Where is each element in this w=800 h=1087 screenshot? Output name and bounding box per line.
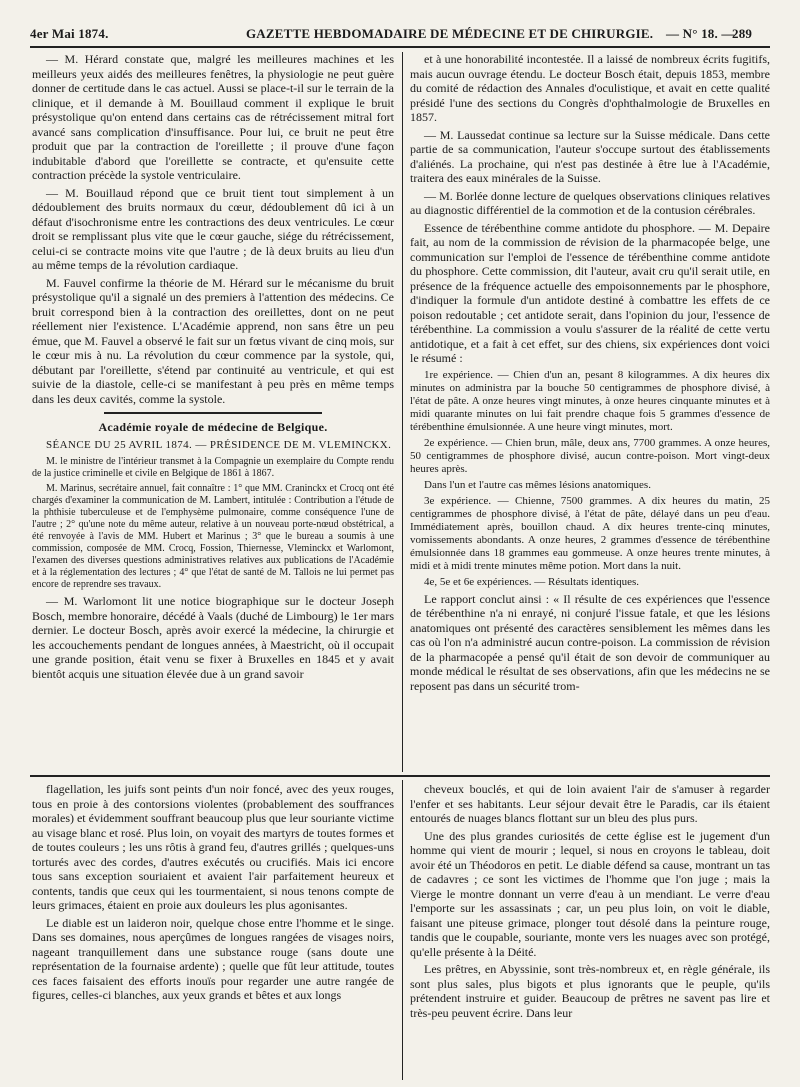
right-column-bottom [410, 782, 770, 1082]
experience-3: 3e expérience. — Chienne, 7500 grammes. A dix heures du matin, 25 centigrammes de phosphore divisé, à l'état de pâte, délayé dans un peu d'eau. Immédiatement après, bouillon chaud. A dix heures trente-cinq minutes, vomissements abondants. A onze heures, 2 grammes d'essence de térébenthine émulsionnée dans 18 grammes eau gommeuse. A onze heures trente minutes, à midi et à midi trente minutes même potion. Mort dans la nuit. [410, 494, 770, 572]
page-number: 289 [732, 26, 753, 41]
experience-4-6: 4e, 5e et 6e expériences. — Résultats identiques. [424, 575, 640, 588]
depaire-paragraph: Essence de térébenthine comme antidote du phosphore. — M. Depaire fait, au nom de la commission de révision de la pharmacopée belge, une communication sur l'emploi de l'essence de térébenthine comme antidote du phosphore. Cette commission, dit l'auteur, avait cru qu'il serait utile, en présence de la fréquence actuelle des empoisonnements par le phosphore, d'indiquer la formule d'un antidote destiné à combattre les effets de ce poison redoutable ; cet antidote serait, dans l'opinion du jour, l'essence de térébenthine. La commission a voulu s'assurer de la réalité de cette vertu antidotique, et a fait à cet effet, sur des chiens, six expériences dont voici le résumé : [410, 220, 770, 365]
left-column-bottom [32, 782, 394, 1082]
column-divider-bottom [402, 780, 403, 1080]
right-column-top [410, 52, 770, 772]
jugement-paragraph: Une des plus grandes curiosités de cette église est le jugement d'un homme qui vient de mourir ; lequel, si nous en croyons le tableau, doit avoir été un Théodoros en petit. Le diable défend sa cause, montrant un tas de cadavres ; ce sont les victimes de l'homme que l'on juge ; mais la Vierge le montre donnant un verre d'eau à un mendiant. Le verre d'eau l'emporte sur les assassinats ; car, un peu plus loin, on voit le diable, faisant une piteuse grimace, plonger tout désolé dans la peinture rouge, tandis que le coupable, souriante, monte vers les nuages avec son protégé, qu'elle présente à la Déité. [410, 828, 770, 959]
section-bar [104, 412, 321, 414]
fauvel-paragraph: M. Fauvel confirme la théorie de M. Hérard sur le mécanisme du bruit présystolique qu'il a signalé un des premiers à l'attention des médecins. Ce bruit correspond bien à la contraction des oreillettes, dont on ne peut réellement nier l'existence. L'Académie apprend, non sans être un peu émue, que M. Fauvel a observé le fait sur un fœtus vivant de cinq mois, sur le cœur mis à nu. La révolution du cœur commence par la systole, qui, débutant par l'oreillette, s'étend par continuité au ventricule, et qui est suivie de la diastole, celle-ci se manifestant à peu près en même temps dans les deux cavités, comme la systole. [32, 275, 394, 406]
academy-heading: Académie royale de médecine de Belgique. [98, 420, 328, 434]
journal-title: GAZETTE HEBDOMADAIRE DE MÉDECINE ET DE CHIRURGIE. [246, 26, 654, 41]
left-column-top [32, 52, 394, 772]
diable-paragraph: Le diable est un laideron noir, quelque chose entre l'homme et le singe. Dans ses domaines, nous aperçûmes de longues rangées de visages noirs, nageant tranquillement dans une substance rouge (sans doute une représentation de la fournaise ardente) ; quelle que fût leur attitude, toutes ces faces faisaient des efforts inouïs pour regarder une autre rangée de figures, celles-ci blanches, aux yeux grands et bêtes et aux longs [32, 915, 394, 1002]
bosch-paragraph: et à une honorabilité incontestée. Il a laissé de nombreux écrits fugitifs, mais aucun ouvrage étendu. Le docteur Bosch était, depuis 1853, membre du comité de rédaction des Annales d'oculistique, et avait en cette qualité présidé l'une des sections du Congrès d'ophthalmologie de Bruxelles en 1857. [410, 52, 770, 124]
warlomont-paragraph: — M. Warlomont lit une notice biographique sur le docteur Joseph Bosch, membre honoraire, décédé à Vaals (duché de Limbourg) le 1er mars dernier. Le docteur Bosch, après avoir exercé la médecine, la chirurgie et les accouchements pendant de longues années, à Maestricht, où il occupait une grande position, était venu se fixer à Bruxelles en 1845 et y avait bientôt acquis une situation élevée due à un grand savoir [32, 594, 394, 681]
laussedat-paragraph: — M. Laussedat continue sa lecture sur la Suisse médicale. Dans cette partie de sa communication, l'auteur s'occupe surtout des établissements d'aliénés. La prochaine, qui n'est pas destinée à être lue à l'Académie, traitera des eaux minérales de la Suisse. [410, 127, 770, 185]
bouillaud-paragraph: — M. Bouillaud répond que ce bruit tient tout simplement à un dédoublement des bruits normaux du cœur, dédoublement dû ici à un défaut d'isochronisme entre les contractions des deux ventricules. Le cœur droit se remplissant plus vite que le cœur gauche, siége du rétrécissement, celui-ci se contracte moins vite que l'autre ; de là deux bruits au lieu d'un au même temps de la révolution cardiaque. [32, 185, 394, 272]
paradis-paragraph: cheveux bouclés, et qui de loin avaient l'air de s'amuser à regarder l'enfer et ses habitants. Leur séjour devait être le Paradis, car ils étaient entourés de nuages blancs flottant sur un bleu des plus purs. [410, 782, 770, 825]
header-rule [30, 46, 770, 48]
rapport-paragraph: Le rapport conclut ainsi : « Il résulte de ces expériences que l'essence de térébenthine n'a ni enrayé, ni conjuré l'issue fatale, et que les lésions anatomiques ont présenté des caractères sensiblement les mêmes dans les cas où l'on n'a administré aucun contre-poison. La commission de révision de la pharmacopée a pensé qu'il était de son devoir de communiquer au monde médical le résultat de ses observations, afin que les médecins ne se reposent pas dans un sécurité trom- [410, 591, 770, 693]
seance-line: SÉANCE DU 25 AVRIL 1874. — PRÉSIDENCE DE M. VLEMINCKX. [46, 438, 392, 451]
marinus-paragraph: M. Marinus, secrétaire annuel, fait connaître : 1° que MM. Craninckx et Crocq ont été chargés d'examiner la communication de M. Lambert, intitulée : Contribution a l'étude de la phthisie tuberculeuse et de l'emphysème pulmonaire, comme conséquence l'une de l'autre ; 2° qu'une note du même auteur, relative à un nouveau porte-nœud obstétrical, a été renvoyée à l'avis de MM. Hubert et Marinus ; 3° que le bureau a soumis à une commission, composée de MM. Crocq, Fossion, Thiernesse, Vleminckx et Warlomont, l'examen des diverses questions administratives relatives aux publications de l'Académie et à la réglementation des lectures ; 4° que l'état de santé de M. Tallois ne lui permet pas encore de reprendre ses travaux. [32, 483, 394, 590]
experience-2: 2e expérience. — Chien brun, mâle, deux ans, 7700 grammes. A onze heures, 50 centigrammes de phosphore divisé, aucun contre-poison. Mort vingt-deux heures après. [410, 436, 770, 475]
running-header [30, 26, 770, 44]
experience-1: 1re expérience. — Chien d'un an, pesant 8 kilogrammes. A dix heures dix minutes on administra par la bouche 50 centigrammes de phosphore divisé, à l'état de pâte. A onze heures vingt minutes, à onze heures cinquante minutes et à midi quarante minutes on lui fait prendre chaque fois 5 grammes d'essence de térébenthine émulsionnée. A une heure vingt minutes, mort. [410, 368, 770, 433]
lesions-note: Dans l'un et l'autre cas mêmes lésions anatomiques. [424, 478, 651, 491]
issue-number: — N° 18. — [666, 26, 735, 41]
section-divider [30, 775, 770, 777]
issue-date: 4er Mai 1874. [30, 26, 109, 41]
flagellation-paragraph: flagellation, les juifs sont peints d'un noir foncé, avec des yeux rouges, tous en proie à des contorsions violentes (probablement des souffrances morales) et évidemment souffrant beaucoup plus que leur souriante victime au visage blanc et rosé. Plus loin, on voyait des martyrs de toutes formes et de toutes couleurs ; les uns rôtis à grand feu, d'autres grillés ; quelques-uns torturés avec des cordes, d'autres exécutés ou crucifiés. Mais ici encore tous sans exception souriaient et avaient l'air parfaitement heureux et contents, tandis que ceux qui les tourmentaient, si nous tenons compte de leurs grimaces, étaient en proie aux douleurs les plus agonisantes. [32, 782, 394, 912]
column-divider-top [402, 52, 403, 772]
ministre-paragraph: M. le ministre de l'intérieur transmet à la Compagnie un exemplaire du Compte rendu de la justice criminelle et civile en Belgique de 1861 à 1867. [32, 456, 394, 479]
pretres-paragraph: Les prêtres, en Abyssinie, sont très-nombreux et, en règle générale, ils sont plus sales, plus bigots et plus ignorants que le peuple, qu'ils prétendent instruire et guider. Beaucoup de prêtres ne savent pas lire et très-peu peuvent écrire. Dans leur [410, 962, 770, 1020]
borlee-paragraph: — M. Borlée donne lecture de quelques observations cliniques relatives au diagnostic différentiel de la commotion et de la contusion cérébrales. [410, 188, 770, 217]
herard-paragraph: — M. Hérard constate que, malgré les meilleures machines et les meilleurs yeux aidés des meilleures fenêtres, la physiologie ne peut guère donner de certitude dans le cas actuel. Aussi se place-t-il sur le terrain de la clinique, et il demande à M. Bouillaud comment il explique le bruit présystolique qu'on entend dans certains cas de rétrécissement mitral fort avancé sans complication d'insuffisance. Pour lui, ce bruit ne peut être produit que par la contraction de l'oreillette ; il prouve d'une façon indubitable d'abord que l'oreillette se contracte, et qu'ensuite cette contraction précède la systole ventriculaire. [32, 52, 394, 182]
